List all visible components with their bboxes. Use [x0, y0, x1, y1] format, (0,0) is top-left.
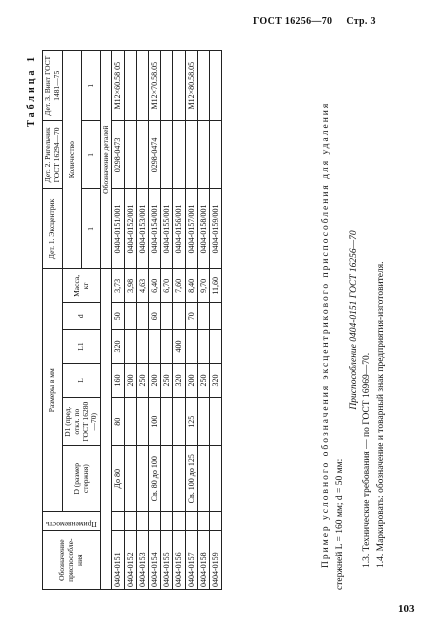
cell-size-d — [209, 303, 221, 330]
cell-size-L1 — [136, 330, 148, 364]
qty-2: 1 — [82, 121, 101, 189]
cell-size-d: 50 — [112, 303, 124, 330]
col-rigel: Дет. 2. Ригельчик ГОСТ 16294—70 — [43, 121, 63, 189]
cell-size-D1 — [173, 397, 185, 446]
cell-bolt — [173, 51, 185, 121]
col-d: d — [63, 303, 101, 330]
group-dims: Размеры в мм — [43, 269, 63, 512]
group-parts: Обозначение деталей — [100, 51, 112, 269]
cell-size-L1 — [148, 330, 160, 364]
col-bolt: Дет. 3. Винт ГОСТ 1481—75 — [43, 51, 63, 121]
example-line-1: Пример условного обозначения эксцентрикового приспособления для удаления — [321, 101, 331, 568]
cell-mass: 8,40 — [185, 269, 197, 303]
cell-mass: 6,70 — [161, 269, 173, 303]
cell-rigel — [185, 121, 197, 189]
example-designation: Приспособление 0404-0151 ГОСТ 16256—70 — [348, 230, 359, 410]
table-row — [112, 51, 124, 590]
cell-bolt: M12×60.58 05 — [112, 51, 124, 121]
cell-size-D: Св. 80 до 100 — [148, 446, 160, 512]
cell-applicability — [136, 511, 148, 530]
cell-eccentric: 0404-0153/001 — [136, 189, 148, 269]
col-D1: D1 (пред. откл. по ГОСТ 16280—70) — [63, 397, 101, 446]
cell-size-d — [136, 303, 148, 330]
col-designation: Обозначение приспособле-ния — [43, 531, 101, 590]
cell-size-L1: 320 — [112, 330, 124, 364]
cell-size-D1 — [124, 397, 136, 446]
col-applicability: Применяемость — [43, 511, 101, 530]
cell-designation: 0404-0151 — [112, 531, 124, 590]
cell-size-L: 160 — [112, 364, 124, 398]
running-header — [253, 16, 376, 27]
cell-designation: 0404-0152 — [124, 531, 136, 590]
col-eccentric: Дет. 1. Эксцентрик — [43, 189, 63, 269]
col-L: L — [63, 364, 101, 398]
cell-size-D1: 125 — [185, 397, 197, 446]
cell-bolt — [124, 51, 136, 121]
table-row — [209, 51, 221, 590]
cell-eccentric: 0404-0154/001 — [148, 189, 160, 269]
cell-size-d — [124, 303, 136, 330]
cell-size-L1 — [185, 330, 197, 364]
cell-mass: 4,63 — [136, 269, 148, 303]
rotated-page-body — [20, 50, 415, 590]
data-table — [42, 50, 222, 590]
col-D: D (размер стержня) — [63, 446, 101, 512]
cell-size-d: 70 — [185, 303, 197, 330]
cell-eccentric: 0404-0155/001 — [161, 189, 173, 269]
cell-size-D — [161, 446, 173, 512]
cell-size-d: 60 — [148, 303, 160, 330]
table-row — [161, 51, 173, 590]
cell-rigel — [136, 121, 148, 189]
cell-rigel — [197, 121, 209, 189]
cell-size-L1 — [197, 330, 209, 364]
cell-size-d — [197, 303, 209, 330]
table-row — [185, 51, 197, 590]
cell-designation: 0404-0159 — [209, 531, 221, 590]
cell-mass: 9,70 — [197, 269, 209, 303]
cell-designation: 0404-0153 — [136, 531, 148, 590]
cell-eccentric: 0404-0156/001 — [173, 189, 185, 269]
table-header-row-2 — [63, 51, 82, 590]
cell-rigel — [161, 121, 173, 189]
cell-size-L1 — [209, 330, 221, 364]
cell-size-D1 — [161, 397, 173, 446]
cell-size-d — [161, 303, 173, 330]
cell-size-L1 — [161, 330, 173, 364]
cell-applicability — [197, 511, 209, 530]
page-number: 103 — [398, 603, 415, 615]
cell-size-D — [197, 446, 209, 512]
cell-rigel — [124, 121, 136, 189]
cell-size-D — [136, 446, 148, 512]
cell-size-L: 320 — [209, 364, 221, 398]
cell-size-L1 — [124, 330, 136, 364]
example-line-2: стержней L = 160 мм; d = 50 мм: — [334, 458, 345, 590]
cell-bolt — [136, 51, 148, 121]
cell-designation: 0404-0155 — [161, 531, 173, 590]
group-qty: Количество — [63, 51, 82, 269]
table-row — [124, 51, 136, 590]
cell-size-L: 250 — [197, 364, 209, 398]
requirement-1-3: 1.3. Технические требования — по ГОСТ 16969—70. — [362, 352, 373, 568]
cell-mass: 3,98 — [124, 269, 136, 303]
standard-number: ГОСТ 16256—70 — [253, 16, 333, 27]
cell-eccentric: 0404-0152/001 — [124, 189, 136, 269]
cell-eccentric: 0404-0158/001 — [197, 189, 209, 269]
cell-applicability — [124, 511, 136, 530]
cell-size-D — [209, 446, 221, 512]
cell-size-L: 250 — [161, 364, 173, 398]
cell-size-D: До 80 — [112, 446, 124, 512]
cell-mass: 11,60 — [209, 269, 221, 303]
qty-3: 1 — [82, 51, 101, 121]
table-title: Таблица 1 — [26, 54, 37, 127]
cell-applicability — [148, 511, 160, 530]
table-header-row-4 — [100, 51, 112, 590]
cell-designation: 0404-0156 — [173, 531, 185, 590]
cell-size-L: 200 — [148, 364, 160, 398]
cell-bolt: M12×80.58.05 — [185, 51, 197, 121]
cell-designation: 0404-0158 — [197, 531, 209, 590]
cell-eccentric: 0404-0157/001 — [185, 189, 197, 269]
cell-rigel: 0298-0473 — [112, 121, 124, 189]
cell-rigel — [173, 121, 185, 189]
table-header-row-1 — [43, 51, 63, 590]
cell-size-D — [173, 446, 185, 512]
cell-designation: 0404-0154 — [148, 531, 160, 590]
cell-size-L: 320 — [173, 364, 185, 398]
table-row — [173, 51, 185, 590]
cell-mass: 3,73 — [112, 269, 124, 303]
cell-size-L: 250 — [136, 364, 148, 398]
cell-size-D1: 80 — [112, 397, 124, 446]
cell-size-L1: 400 — [173, 330, 185, 364]
requirement-1-4: 1.4. Маркировать: обозначение и товарный знак предприятия-изготовителя. — [376, 261, 387, 568]
cell-applicability — [185, 511, 197, 530]
cell-bolt — [209, 51, 221, 121]
cell-size-L: 200 — [185, 364, 197, 398]
cell-applicability — [161, 511, 173, 530]
qty-1: 1 — [82, 189, 101, 269]
cell-rigel: 0298-0474 — [148, 121, 160, 189]
cell-designation: 0404-0157 — [185, 531, 197, 590]
cell-bolt — [161, 51, 173, 121]
table-row — [197, 51, 209, 590]
cell-bolt: M12×70.58.05 — [148, 51, 160, 121]
col-mass: Масса, кг — [63, 269, 101, 303]
cell-mass: 6,40 — [148, 269, 160, 303]
cell-applicability — [112, 511, 124, 530]
col-L1: L1 — [63, 330, 101, 364]
table-row — [148, 51, 160, 590]
cell-applicability — [209, 511, 221, 530]
table-row — [136, 51, 148, 590]
page-label: Стр. 3 — [346, 16, 376, 27]
cell-size-D — [124, 446, 136, 512]
cell-rigel — [209, 121, 221, 189]
cell-size-d — [173, 303, 185, 330]
cell-size-L: 200 — [124, 364, 136, 398]
cell-applicability — [173, 511, 185, 530]
cell-size-D1: 100 — [148, 397, 160, 446]
cell-size-D1 — [197, 397, 209, 446]
cell-size-D1 — [209, 397, 221, 446]
notes-block — [320, 50, 389, 590]
cell-size-D1 — [136, 397, 148, 446]
cell-eccentric: 0404-0151/001 — [112, 189, 124, 269]
cell-size-D: Св. 100 до 125 — [185, 446, 197, 512]
cell-mass: 7,60 — [173, 269, 185, 303]
cell-bolt — [197, 51, 209, 121]
cell-eccentric: 0404-0159/001 — [209, 189, 221, 269]
